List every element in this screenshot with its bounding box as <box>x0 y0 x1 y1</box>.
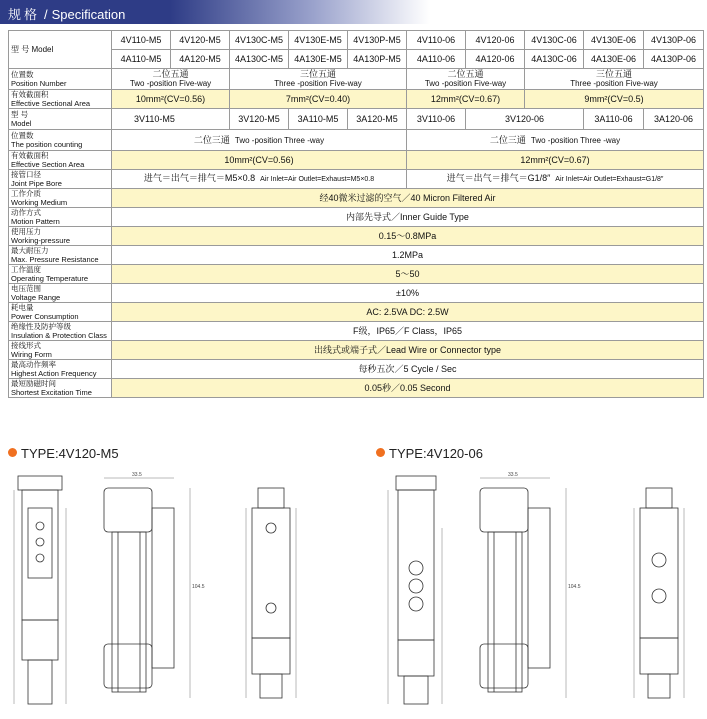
model-label-2: 型 号 Model <box>9 109 112 130</box>
model-cell: 4A130P-M5 <box>348 50 407 69</box>
model-cell: 4A120-M5 <box>171 50 230 69</box>
model-cell: 4A130C-M5 <box>230 50 289 69</box>
area-cell: 10mm²(CV=0.56) <box>112 90 230 109</box>
side-view <box>480 472 581 698</box>
spec-header <box>0 0 707 24</box>
spec-row-value: ±10% <box>112 284 704 303</box>
spec-row-value: 经40微米过滤的空气／40 Micron Filtered Air <box>112 189 704 208</box>
area-cell: 7mm²(CV=0.40) <box>230 90 407 109</box>
model-cell: 4V110-06 <box>407 31 466 50</box>
model-cell: 4V120-06 <box>466 31 525 50</box>
drawing-title-left: TYPE:4V120-M5 <box>8 446 119 461</box>
valve-drawing-right <box>376 468 706 716</box>
position-cell: 二位五通 Two -position Five-way <box>112 69 230 90</box>
position-cell: 二位三通 Two -position Three -way <box>407 130 704 151</box>
spec-row-value: 出线式或端子式／Lead Wire or Connector type <box>112 341 704 360</box>
model-cell: 4A130P-06 <box>644 50 704 69</box>
bore-label: 接管口径 Joint Pipe Bore <box>9 170 112 189</box>
spec-row-label: 动作方式 Motion Pattern <box>9 208 112 227</box>
model-cell: 3V110-06 <box>407 109 466 130</box>
model-cell: 4A130E-M5 <box>289 50 348 69</box>
bullet-icon <box>376 448 385 457</box>
position-label: 位置数 Position Number <box>9 69 112 90</box>
spec-row-label: 最短励磁时间 Shortest Excitation Time <box>9 379 112 398</box>
spec-row-label: 工作温度 Operating Temperature <box>9 265 112 284</box>
dim-height-label: 104.5 <box>568 584 581 590</box>
bore-cell: 进气＝出气＝排气＝M5×0.8 Air Inlet=Air Outlet=Exhaust=M5×0.8 <box>112 170 407 189</box>
model-cell: 4A120-06 <box>466 50 525 69</box>
model-cell: 4V130E-M5 <box>289 31 348 50</box>
dim-height-label: 104.5 <box>192 584 205 590</box>
spec-row-value: AC: 2.5VA DC: 2.5W <box>112 303 704 322</box>
area-label: 有效截面积 Effective Sectional Area <box>9 90 112 109</box>
spec-row-label: 绝缘性及防护等级 Insulation & Protection Class <box>9 322 112 341</box>
model-cell: 4V130P-06 <box>644 31 704 50</box>
model-cell: 4V130C-M5 <box>230 31 289 50</box>
position-label-2: 位置数 The position counting <box>9 130 112 151</box>
model-cell: 3A110-06 <box>584 109 644 130</box>
header-slash: / <box>44 7 48 22</box>
model-cell: 3A120-06 <box>644 109 704 130</box>
bore-cell: 进气＝出气＝排气＝G1/8″ Air Inlet=Air Outlet=Exhaust=G1/8″ <box>407 170 704 189</box>
drawing-title-right: TYPE:4V120-06 <box>376 446 483 461</box>
area-cell: 9mm²(CV=0.5) <box>525 90 704 109</box>
spec-row-value: F级，IP65／F Class，IP65 <box>112 322 704 341</box>
bullet-icon <box>8 448 17 457</box>
front-view <box>388 476 442 704</box>
dim-top-label: 33.5 <box>508 472 518 478</box>
spec-row-label: 耗电量 Power Consumption <box>9 303 112 322</box>
spec-row-label: 使用压力 Working-pressure <box>9 227 112 246</box>
model-cell: 4A110-M5 <box>112 50 171 69</box>
position-cell: 二位三通 Two -position Three -way <box>112 130 407 151</box>
model-cell: 4A130C-06 <box>525 50 584 69</box>
spec-row-label: 最高动作频率 Highest Action Frequency <box>9 360 112 379</box>
spec-row-value: 内部先导式／Inner Guide Type <box>112 208 704 227</box>
model-cell: 4V130P-M5 <box>348 31 407 50</box>
spec-row-value: 5～50 <box>112 265 704 284</box>
position-cell: 三位五通 Three -position Five-way <box>230 69 407 90</box>
spec-table <box>8 30 704 398</box>
model-cell: 3V110-M5 <box>112 109 230 130</box>
area-label-2: 有效截面积 Effective Section Area <box>9 151 112 170</box>
model-cell: 4V130C-06 <box>525 31 584 50</box>
area-cell: 12mm²(CV=0.67) <box>407 151 704 170</box>
spec-row-label: 接线形式 Wiring Form <box>9 341 112 360</box>
spec-row-value: 1.2MPa <box>112 246 704 265</box>
spec-row-label: 工作介质 Working Medium <box>9 189 112 208</box>
spec-row-label: 电压范围 Voltage Range <box>9 284 112 303</box>
end-view <box>634 488 684 698</box>
area-cell: 10mm²(CV=0.56) <box>112 151 407 170</box>
side-view <box>104 472 205 698</box>
model-cell: 3A110-M5 <box>289 109 348 130</box>
end-view <box>246 488 296 698</box>
model-cell: 3V120-06 <box>466 109 584 130</box>
model-cell: 4V120-M5 <box>171 31 230 50</box>
model-label: 型 号 Model <box>9 31 112 69</box>
model-cell: 3A120-M5 <box>348 109 407 130</box>
spec-row-label: 最大耐压力 Max. Pressure Resistance <box>9 246 112 265</box>
model-cell: 4A130E-06 <box>584 50 644 69</box>
area-cell: 12mm²(CV=0.67) <box>407 90 525 109</box>
model-cell: 4V110-M5 <box>112 31 171 50</box>
spec-row-value: 0.05秒／0.05 Second <box>112 379 704 398</box>
header-title-en: Specification <box>51 7 126 22</box>
position-cell: 二位五通 Two -position Five-way <box>407 69 525 90</box>
dim-top-label: 33.5 <box>132 472 142 478</box>
header-title-cn: 规格 <box>8 7 41 22</box>
model-cell: 4A110-06 <box>407 50 466 69</box>
front-view <box>14 476 66 704</box>
position-cell: 三位五通 Three -position Five-way <box>525 69 704 90</box>
model-cell: 4V130E-06 <box>584 31 644 50</box>
spec-row-value: 0.15～0.8MPa <box>112 227 704 246</box>
model-cell: 3V120-M5 <box>230 109 289 130</box>
valve-drawing-left <box>6 468 336 716</box>
spec-row-value: 每秒五次／5 Cycle / Sec <box>112 360 704 379</box>
